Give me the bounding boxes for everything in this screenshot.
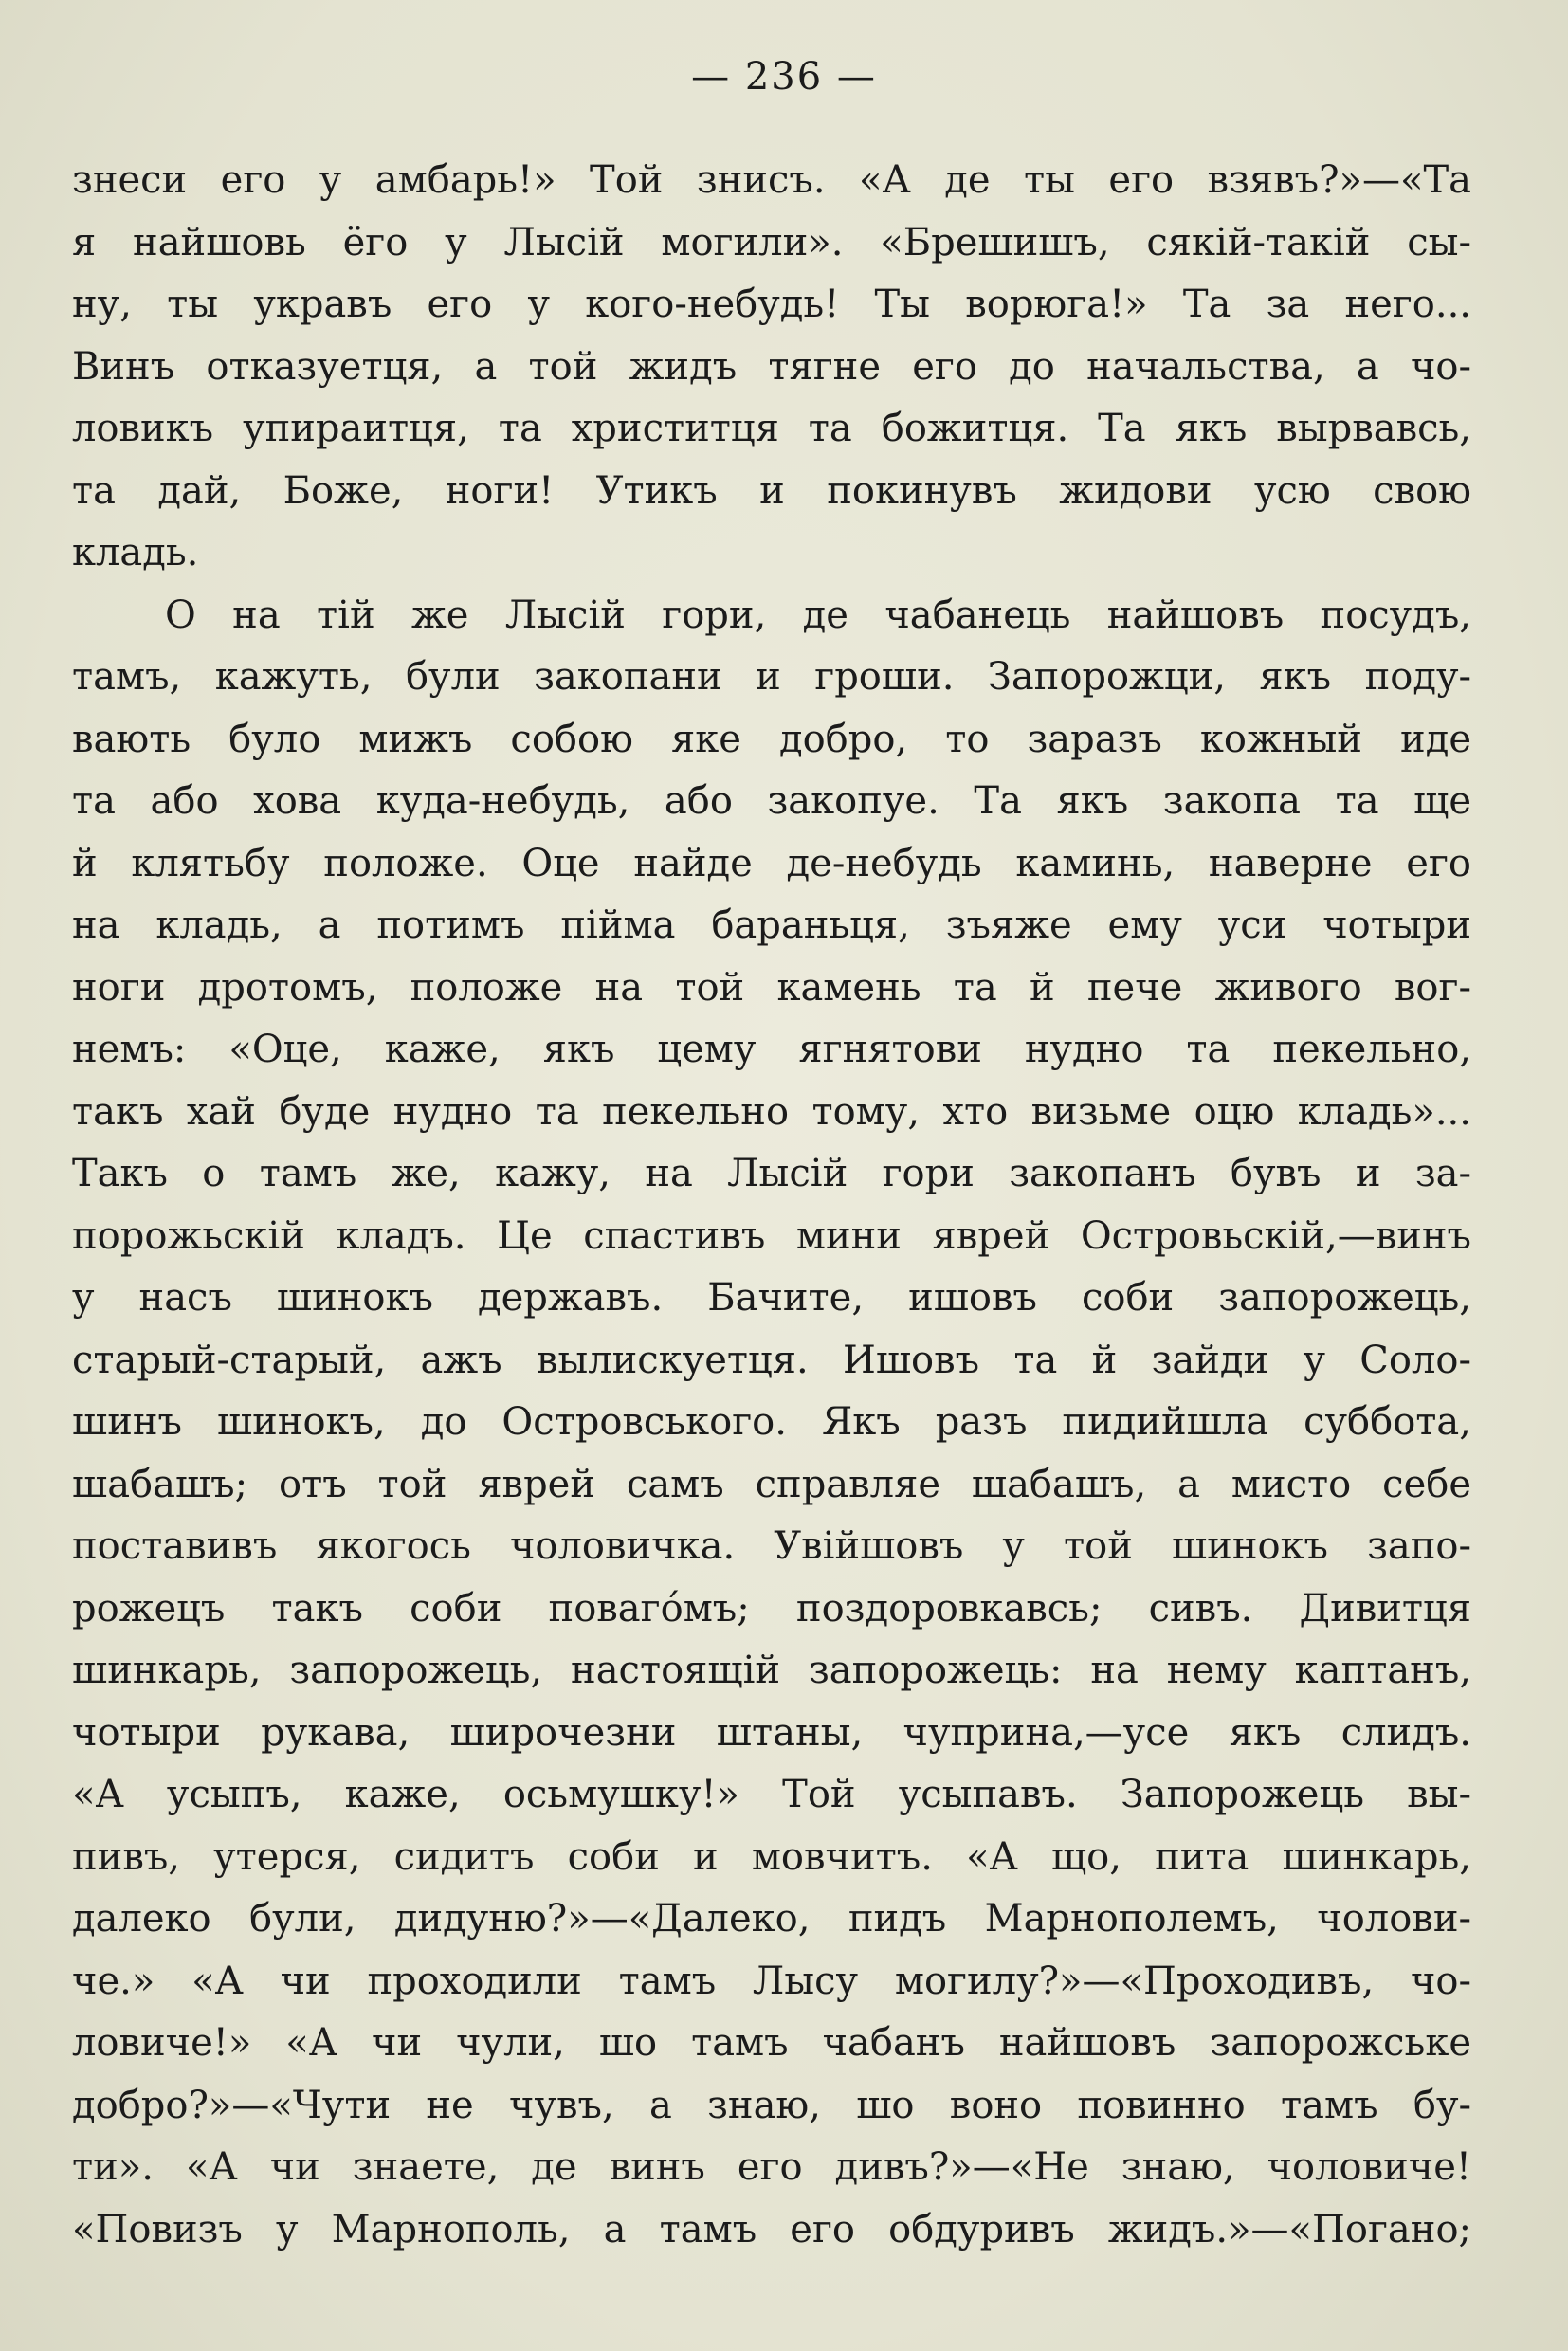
text-line: Такъ о тамъ же, кажу, на Лысій гори закопанъ бувъ и за- (72, 1152, 1471, 1195)
text-line: у насъ шинокъ державъ. Бачите, ишовъ соби запорожець, (72, 1276, 1471, 1320)
text-line: ти». «А чи знаете, де винъ его дивъ?»—«Не знаю, чоловиче! (72, 2145, 1471, 2189)
text-line: далеко були, дидуню?»—«Далеко, пидъ Марнополемъ, чолови- (72, 1897, 1471, 1941)
text-line: тамъ, кажуть, були закопани и гроши. Запорожци, якъ поду- (72, 655, 1471, 699)
text-line: рожецъ такъ соби поваго́мъ; поздоровкавсь; сивъ. Дивитця (72, 1586, 1471, 1631)
text-line: порожьскій кладъ. Це спастивъ мини яврей Островьскій,—винъ (72, 1213, 1471, 1258)
text-line: добро?»—«Чути не чувъ, а знаю, шо воно повинно тамъ бу- (72, 2083, 1471, 2127)
text-line: шинкарь, запорожець, настоящій запорожець: на нему каптанъ, (72, 1649, 1471, 1692)
text-line: немъ: «Оце, каже, якъ цему ягнятови нудно та пекельно, (72, 1028, 1471, 1071)
text-line: кладь. (72, 531, 199, 574)
text-line: старый-старый, ажъ вылискуетця. Ишовъ та й зайди у Соло- (72, 1338, 1471, 1382)
text-line: че.» «А чи проходили тамъ Лысу могилу?»—«Проходивъ, чо- (72, 1959, 1471, 2003)
text-line: поставивъ якогось чоловичка. Увійшовъ у той шинокъ запо- (72, 1524, 1471, 1568)
text-line: шабашъ; отъ той яврей самъ справляе шабашъ, а мисто себе (72, 1462, 1471, 1506)
text-line: ловикъ упираитця, та христитця та божитця. Та якъ вырвавсь, (72, 407, 1471, 450)
text-line: вають було мижъ собою яке добро, то заразъ кожный иде (72, 717, 1471, 761)
text-line: Винъ отказуетця, а той жидъ тягне его до начальства, а чо- (72, 344, 1471, 389)
text-line: О на тій же Лысій гори, де чабанець найшовъ посудъ, (165, 592, 1471, 637)
text-line: ну, ты укравъ его у кого-небудь! Ты ворюга!» Та за него... (72, 282, 1471, 326)
text-line: шинъ шинокъ, до Островського. Якъ разъ пидийшла суббота, (72, 1400, 1471, 1444)
text-line: та дай, Боже, ноги! Утикъ и покинувъ жидови усю свою (72, 468, 1471, 513)
body-text (72, 150, 1471, 2261)
text-line: на кладь, а потимъ пійма бараньця, зъяже ему уси чотыри (72, 903, 1471, 947)
text-line: я найшовь ёго у Лысій могили». «Брешишъ, сякій-такій сы- (72, 220, 1471, 264)
text-line: чотыри рукава, широчезни штаны, чуприна,—усе якъ слидъ. (72, 1710, 1471, 1755)
text-line: ноги дротомъ, положе на той камень та й пече живого вог- (72, 965, 1471, 1010)
page-number: — 236 — (691, 55, 877, 99)
text-line: ловиче!» «А чи чули, шо тамъ чабанъ найшовъ запорожське (72, 2021, 1471, 2065)
text-line: такъ хай буде нудно та пекельно тому, хто визьме оцю кладь»... (72, 1089, 1471, 1134)
text-line: та або хова куда-небудь, або закопуе. Та якъ закопа та ще (72, 779, 1471, 823)
text-line: пивъ, утерся, сидитъ соби и мовчитъ. «А що, пита шинкарь, (72, 1834, 1471, 1879)
text-line: «Повизъ у Марнополь, а тамъ его обдуривъ жидъ.»—«Погано; (72, 2207, 1471, 2251)
text-line: й клятьбу положе. Оце найде де-небудь каминь, наверне его (72, 841, 1471, 885)
text-line: знеси его у амбарь!» Той зниcъ. «А де ты его взявъ?»—«Та (72, 158, 1471, 202)
text-line: «А усыпъ, каже, осьмушку!» Той усыпавъ. Запорожець вы- (72, 1773, 1471, 1816)
